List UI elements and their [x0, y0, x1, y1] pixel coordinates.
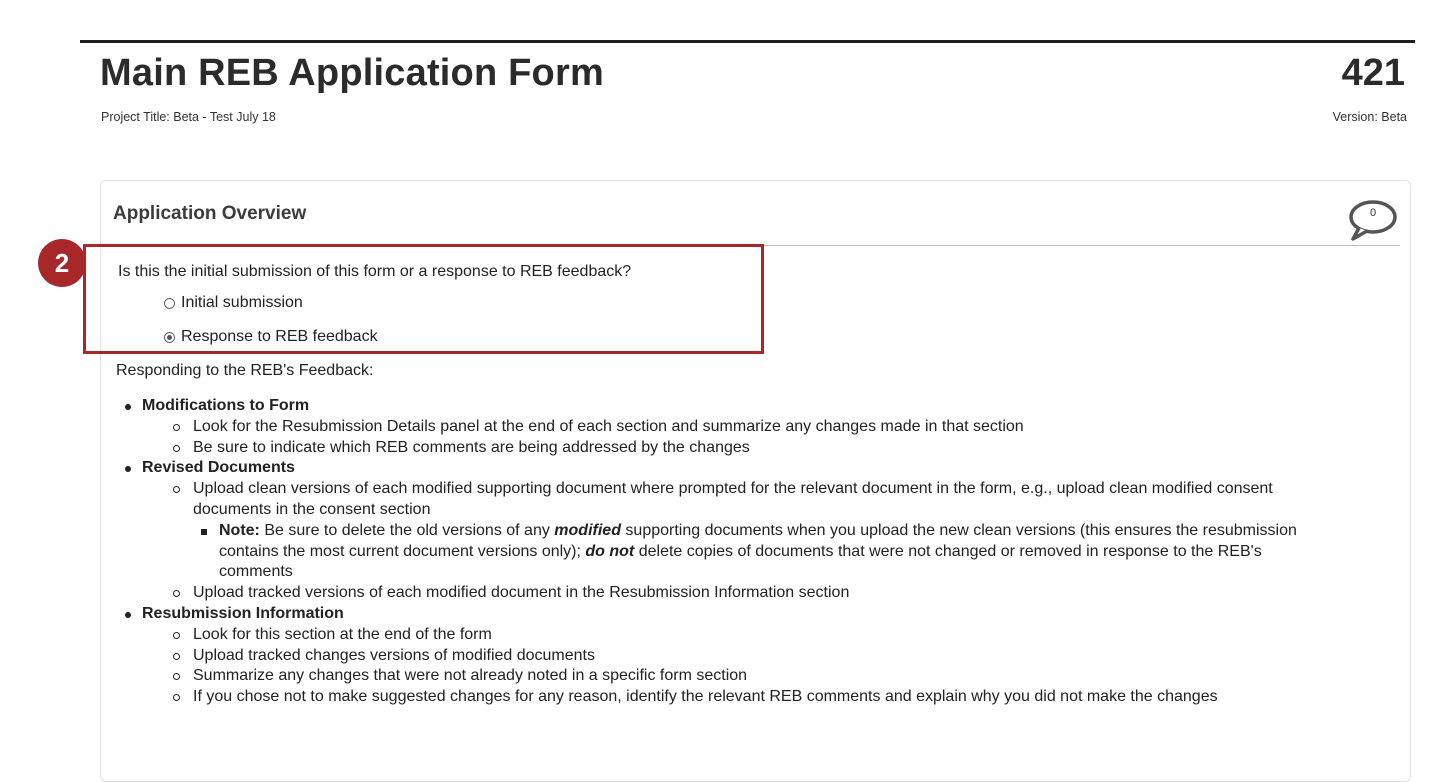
header-rule — [80, 40, 1415, 43]
list-item: If you chose not to make suggested changes for any reason, identify the relevant REB comments and explain why you did not make the changes — [142, 687, 1318, 708]
guidance-section-resubmission-info — [118, 604, 1318, 708]
step-badge: 2 — [38, 239, 86, 287]
note-item — [142, 521, 1318, 583]
list-item: Upload tracked changes versions of modified documents — [142, 646, 1318, 667]
form-number: 421 — [1341, 52, 1405, 94]
note-text: Be sure to delete the old versions of any — [259, 521, 555, 539]
section-title: Revised Documents — [142, 459, 295, 477]
guidance-section-revised-documents — [118, 458, 1318, 604]
note-emphasis: do not — [585, 542, 635, 560]
note-text: supporting documents when you upload the new clean versions (this ensures the resubmission contains the most current document versions only); — [219, 521, 1297, 560]
list-item: Look for this section at the end of the form — [142, 625, 1318, 646]
project-title: Project Title: Beta - Test July 18 — [101, 110, 276, 124]
page-title: Main REB Application Form — [100, 52, 604, 94]
highlight-box — [83, 244, 764, 354]
list-item: Summarize any changes that were not already noted in a specific form section — [142, 666, 1318, 687]
list-item-text: Upload clean versions of each modified supporting document where prompted for the relevant document in the form, e.g., upload clean modified consent documents in the consent section — [193, 480, 1273, 518]
list-item — [142, 479, 1318, 583]
section-title: Resubmission Information — [142, 604, 344, 622]
submission-type-question: Is this the initial submission of this form or a response to REB feedback? — [118, 263, 632, 280]
guidance-section-modifications — [118, 396, 1318, 458]
note-text: delete copies of documents that were not changed or removed in response to the REB's comments — [219, 542, 1262, 581]
guidance-list — [118, 396, 1318, 708]
radio-label: Initial submission — [181, 294, 303, 311]
list-item: Look for the Resubmission Details panel at the end of each section and summarize any changes made in that section — [142, 417, 1318, 438]
note-emphasis: modified — [554, 521, 621, 539]
comment-count: 0 — [1369, 207, 1377, 219]
speech-bubble-icon — [1347, 199, 1399, 243]
list-item: Upload tracked versions of each modified document in the Resubmission Information section — [142, 583, 1318, 604]
radio-label: Response to REB feedback — [181, 328, 378, 345]
panel-title: Application Overview — [113, 203, 307, 224]
comment-button[interactable] — [1347, 199, 1399, 243]
note-label: Note: — [219, 521, 260, 539]
list-item: Be sure to indicate which REB comments are being addressed by the changes — [142, 438, 1318, 459]
guidance-intro: Responding to the REB's Feedback: — [116, 362, 374, 379]
section-title: Modifications to Form — [142, 397, 310, 414]
version-label: Version: Beta — [1332, 110, 1407, 124]
